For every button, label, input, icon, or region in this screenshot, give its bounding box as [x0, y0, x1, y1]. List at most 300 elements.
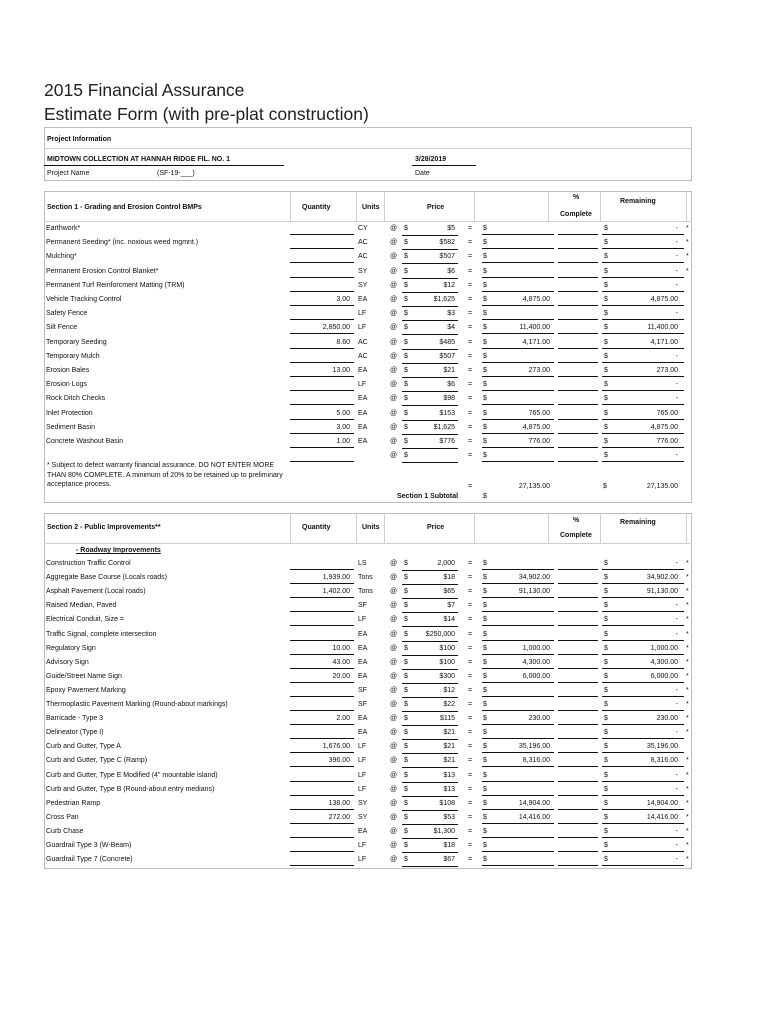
- equals-sign: =: [468, 338, 473, 346]
- remaining-value: 4,300.00: [650, 658, 678, 666]
- percent-complete-field[interactable]: [558, 809, 598, 810]
- equals-sign: =: [468, 672, 473, 680]
- remaining-underline: [602, 262, 684, 263]
- price-dollar: $: [404, 785, 408, 793]
- table-row: [44, 613, 692, 627]
- total-dollar: $: [483, 856, 487, 864]
- total-underline: [482, 696, 554, 697]
- percent-complete-field[interactable]: [558, 461, 598, 462]
- remaining-dollar: $: [604, 423, 608, 431]
- table-row: [44, 265, 692, 279]
- table-row: [44, 656, 692, 670]
- total-underline: [482, 738, 554, 739]
- total-underline: [482, 583, 554, 584]
- quantity-underline: [290, 248, 354, 249]
- percent-complete-field[interactable]: [558, 654, 598, 655]
- equals-sign: =: [468, 381, 473, 389]
- remaining-value: 1,000.00: [650, 644, 678, 652]
- item-description: Permanent Turf Reinforcment Matting (TRM): [46, 281, 185, 289]
- remaining-underline: [602, 291, 684, 292]
- price-dollar: $: [404, 686, 408, 694]
- remaining-dollar: $: [604, 281, 608, 289]
- section1-title: Section 1 - Grading and Erosion Control BMPs: [47, 204, 202, 211]
- line-total: 35,196.00: [518, 743, 550, 751]
- price-dollar: $: [404, 423, 408, 431]
- unit-value: EA: [358, 367, 368, 374]
- remaining-value: -: [675, 785, 678, 793]
- percent-complete-field[interactable]: [558, 795, 598, 796]
- total-underline: [482, 262, 554, 263]
- asterisk-marker: *: [686, 560, 689, 567]
- remaining-value: -: [675, 352, 678, 360]
- unit-value: EA: [358, 296, 368, 303]
- remaining-dollar: $: [604, 644, 608, 652]
- unit-value: SY: [358, 799, 368, 807]
- unit-price: $507: [439, 253, 455, 261]
- at-symbol: @: [390, 771, 398, 779]
- quantity-value[interactable]: 43.00: [332, 658, 350, 666]
- total-dollar: $: [483, 352, 487, 360]
- remaining-value: -: [675, 381, 678, 389]
- remaining-underline: [602, 419, 684, 420]
- item-description: Erosion Logs: [46, 381, 87, 389]
- percent-complete-field[interactable]: [558, 291, 598, 292]
- table-row: [44, 853, 692, 867]
- quantity-underline: [290, 362, 354, 363]
- quantity-underline: [290, 851, 354, 852]
- equals-sign: =: [468, 686, 473, 694]
- remaining-value: -: [675, 239, 678, 247]
- asterisk-marker: *: [686, 644, 689, 652]
- at-symbol: @: [390, 785, 398, 793]
- remaining-value: -: [675, 602, 678, 610]
- equals-sign: =: [468, 395, 473, 403]
- unit-price: $100: [439, 658, 455, 666]
- at-symbol: @: [390, 253, 398, 261]
- remaining-dollar: $: [604, 799, 608, 807]
- remaining-underline: [602, 668, 684, 669]
- remaining-dollar: $: [604, 602, 608, 610]
- remaining-underline: [602, 781, 684, 782]
- percent-complete-field[interactable]: [558, 390, 598, 391]
- table-row: [44, 684, 692, 698]
- total-dollar: $: [483, 267, 487, 275]
- equals-sign: =: [468, 281, 473, 289]
- asterisk-marker: *: [686, 588, 689, 596]
- remaining-value: 11,400.00: [647, 324, 678, 332]
- total-dollar: $: [483, 560, 487, 567]
- price-dollar: $: [404, 813, 408, 821]
- line-total: 4,171.00: [522, 338, 550, 346]
- total-dollar: $: [483, 338, 487, 346]
- table-row: [44, 740, 692, 754]
- remaining-underline: [602, 865, 684, 866]
- price-dollar: $: [404, 644, 408, 652]
- remaining-value: -: [675, 856, 678, 864]
- price-header: Price: [427, 204, 445, 211]
- unit-price: $100: [439, 644, 455, 652]
- at-symbol: @: [390, 827, 398, 835]
- percent-complete-field[interactable]: [558, 447, 598, 448]
- total-underline: [482, 710, 554, 711]
- item-description: Traffic Signal, complete intersection: [46, 630, 157, 638]
- percent-complete-field[interactable]: [558, 710, 598, 711]
- percent-complete-field[interactable]: [558, 404, 598, 405]
- table-row: [44, 726, 692, 740]
- percent-complete-field[interactable]: [558, 865, 598, 866]
- at-symbol: @: [390, 367, 398, 374]
- percent-complete-field[interactable]: [558, 682, 598, 683]
- percent-complete-field[interactable]: [558, 376, 598, 377]
- asterisk-marker: *: [686, 574, 689, 582]
- quantity-value[interactable]: 3.00: [336, 423, 350, 431]
- item-description: Rock Ditch Checks: [46, 395, 106, 403]
- item-description: Sediment Basin: [46, 423, 96, 431]
- unit-value: LF: [358, 842, 367, 849]
- remaining-dollar: $: [604, 588, 608, 596]
- remaining-dollar: $: [604, 616, 608, 624]
- remaining-value: 35,196.00: [646, 743, 678, 751]
- unit-value: AC: [358, 253, 368, 261]
- unit-value: LS: [358, 560, 367, 567]
- remaining-dollar: $: [604, 381, 608, 389]
- form-subtitle: Estimate Form (with pre-plat construction): [44, 104, 369, 124]
- equals-sign: =: [468, 310, 473, 318]
- quantity-underline: [290, 625, 354, 626]
- unit-price: $18: [443, 574, 455, 582]
- remaining-dollar: $: [604, 310, 608, 318]
- price-dollar: $: [404, 616, 408, 624]
- remaining-value: 4,171.00: [650, 338, 678, 346]
- quantity-value[interactable]: 272.00: [328, 813, 350, 821]
- remaining-underline: [602, 823, 684, 824]
- equals-sign: =: [468, 352, 473, 360]
- remaining-underline: [602, 248, 684, 249]
- percent-complete-field[interactable]: [558, 248, 598, 249]
- quantity-underline: [290, 583, 354, 584]
- price-dollar: $: [404, 672, 408, 680]
- quantity-underline: [290, 419, 354, 420]
- remaining-dollar: $: [604, 771, 608, 779]
- remaining-dollar: $: [604, 267, 608, 275]
- unit-price: $67: [443, 856, 455, 864]
- total-dollar: $: [483, 253, 487, 261]
- equals-sign: =: [468, 560, 473, 567]
- quantity-value[interactable]: 138.00: [328, 799, 350, 807]
- total-dollar: $: [483, 785, 487, 793]
- total-dollar: $: [483, 757, 487, 765]
- equals-sign: =: [468, 813, 473, 821]
- remaining-value: -: [675, 310, 678, 318]
- unit-price: $108: [439, 799, 455, 807]
- at-symbol: @: [390, 438, 398, 445]
- table-row: [44, 350, 692, 364]
- warranty-note: * Subject to defect warranty financial assurance. DO NOT ENTER MORE THAN 80% COMPLETE. A minimum of 20% to be retained up to preliminary acceptance process.: [47, 462, 283, 488]
- quantity-value[interactable]: 5.00: [336, 409, 350, 417]
- unit-value: LF: [358, 785, 367, 793]
- remaining-value: 4,875.00: [650, 296, 678, 303]
- asterisk-marker: *: [686, 253, 689, 261]
- percent-complete-field[interactable]: [558, 433, 598, 434]
- total-underline: [482, 362, 554, 363]
- unit-price: $21: [443, 743, 455, 751]
- unit-value: SY: [358, 281, 368, 289]
- at-symbol: @: [390, 310, 398, 318]
- price-dollar: $: [404, 560, 408, 567]
- percent-complete-field[interactable]: [558, 333, 598, 334]
- item-description: Safety Fence: [46, 310, 88, 318]
- at-symbol: @: [390, 574, 398, 582]
- section2-title: Section 2 - Public Improvements**: [47, 524, 161, 531]
- percent-complete-field[interactable]: [558, 668, 598, 669]
- unit-value: AC: [358, 239, 368, 247]
- item-description: Curb and Gutter, Type E Modified (4" mountable island): [46, 771, 218, 779]
- remaining-dollar: $: [604, 225, 608, 232]
- total-dollar: $: [483, 616, 487, 624]
- remaining-value: -: [675, 267, 678, 275]
- line-total: 1,000.00: [522, 644, 550, 652]
- equals-sign: =: [468, 785, 473, 793]
- quantity-underline: [290, 654, 354, 655]
- percent-complete-field[interactable]: [558, 319, 598, 320]
- quantity-value[interactable]: 8.60: [336, 338, 350, 346]
- price-dollar: $: [404, 799, 408, 807]
- quantity-value[interactable]: 1,402.00: [322, 588, 350, 596]
- unit-price: $1,300: [433, 827, 455, 835]
- total-underline: [482, 682, 554, 683]
- item-description: Aggregate Base Course (Locals roads): [46, 574, 168, 582]
- equals-sign: =: [468, 799, 473, 807]
- unit-value: EA: [358, 630, 368, 638]
- total-underline: [482, 752, 554, 753]
- total-dollar: $: [483, 842, 487, 849]
- unit-value: LF: [358, 757, 367, 765]
- at-symbol: @: [390, 799, 398, 807]
- total-underline: [482, 433, 554, 434]
- quantity-underline: [290, 823, 354, 824]
- quantity-value[interactable]: 2,850.00: [322, 324, 350, 332]
- quantity-underline: [290, 865, 354, 866]
- equals-sign: =: [468, 452, 473, 460]
- asterisk-marker: *: [686, 785, 689, 793]
- remaining-dollar: $: [604, 452, 608, 460]
- line-total: 4,875.00: [522, 423, 550, 431]
- line-total: 6,000.00: [522, 672, 550, 680]
- line-total: 8,316.00: [522, 757, 550, 765]
- total-underline: [482, 305, 554, 306]
- quantity-value[interactable]: 3.00: [336, 296, 350, 303]
- item-description: Advisory Sign: [46, 658, 89, 666]
- percent-complete-field[interactable]: [558, 277, 598, 278]
- at-symbol: @: [390, 452, 398, 460]
- remaining-value: -: [675, 560, 678, 567]
- unit-value: Tons: [358, 574, 373, 582]
- price-dollar: $: [404, 729, 408, 737]
- remaining-underline: [602, 461, 684, 462]
- item-description: Curb and Gutter, Type C (Ramp): [46, 757, 148, 765]
- percent-complete-field[interactable]: [558, 752, 598, 753]
- total-underline: [482, 291, 554, 292]
- unit-price: $6: [447, 381, 455, 389]
- total-underline: [482, 865, 554, 866]
- date-value[interactable]: 3/28/2019: [415, 156, 447, 163]
- remaining-underline: [602, 625, 684, 626]
- quantity-value[interactable]: 10.00: [332, 644, 350, 652]
- total-underline: [482, 390, 554, 391]
- unit-value: EA: [358, 438, 368, 445]
- project-name-value[interactable]: MIDTOWN COLLECTION AT HANNAH RIDGE FIL. NO. 1: [47, 156, 231, 163]
- asterisk-marker: *: [686, 602, 689, 610]
- remaining-dollar: $: [604, 239, 608, 247]
- line-total: 230.00: [528, 715, 550, 723]
- percent-complete-field[interactable]: [558, 348, 598, 349]
- asterisk-marker: *: [686, 701, 689, 708]
- form-title: 2015 Financial Assurance: [44, 80, 245, 100]
- percent-complete-field[interactable]: [558, 837, 598, 838]
- quantity-value[interactable]: 1,939.00: [322, 574, 350, 582]
- remaining-underline: [602, 738, 684, 739]
- unit-price: $300: [439, 672, 455, 680]
- item-description: Erosion Bales: [46, 367, 90, 374]
- unit-price: $21: [443, 367, 455, 374]
- table-row: [44, 628, 692, 642]
- percent-complete-field[interactable]: [558, 611, 598, 612]
- percent-complete-field[interactable]: [558, 262, 598, 263]
- at-symbol: @: [390, 267, 398, 275]
- total-dollar: $: [483, 395, 487, 403]
- quantity-value[interactable]: 20.00: [332, 672, 350, 680]
- unit-price: $98: [443, 395, 455, 403]
- unit-value: SF: [358, 701, 367, 708]
- unit-price: $3: [447, 310, 455, 318]
- percent-complete-field[interactable]: [558, 724, 598, 725]
- equals-sign: =: [468, 588, 473, 596]
- item-description: Barricade - Type 3: [46, 715, 104, 723]
- table-row: [44, 811, 692, 825]
- quantity-value[interactable]: 13.00: [332, 367, 350, 374]
- percent-complete-field[interactable]: [558, 569, 598, 570]
- quantity-underline: [290, 461, 354, 462]
- table-row: [44, 392, 692, 406]
- quantity-underline: [290, 319, 354, 320]
- quantity-underline: [290, 809, 354, 810]
- percent-complete-field[interactable]: [558, 362, 598, 363]
- remaining-underline: [602, 724, 684, 725]
- total-underline: [482, 611, 554, 612]
- remaining-value: 14,904.00: [646, 799, 678, 807]
- percent-complete-field[interactable]: [558, 738, 598, 739]
- percent-complete-field[interactable]: [558, 419, 598, 420]
- at-symbol: @: [390, 338, 398, 346]
- unit-price: $250,000: [425, 630, 455, 638]
- units-header: Units: [362, 204, 380, 211]
- at-symbol: @: [390, 743, 398, 751]
- remaining-dollar: $: [604, 438, 608, 445]
- total-dollar: $: [483, 239, 487, 247]
- quantity-underline: [290, 668, 354, 669]
- percent-complete-field[interactable]: [558, 851, 598, 852]
- total-dollar: $: [483, 658, 487, 666]
- asterisk-marker: *: [686, 757, 689, 765]
- remaining-value: -: [675, 281, 678, 289]
- percent-complete-field[interactable]: [558, 640, 598, 641]
- quantity-value[interactable]: 1,676.00: [322, 743, 350, 751]
- remaining-value: -: [675, 729, 678, 737]
- total-underline: [482, 461, 554, 462]
- total-dollar: $: [483, 729, 487, 737]
- quantity-value[interactable]: 396.00: [328, 757, 350, 765]
- project-name-label: Project Name: [47, 170, 90, 177]
- table-row: [44, 435, 692, 449]
- at-symbol: @: [390, 225, 398, 232]
- price-dollar: $: [404, 658, 408, 666]
- table-row: [44, 825, 692, 839]
- unit-price: $4: [447, 324, 455, 332]
- remaining-underline: [602, 433, 684, 434]
- quantity-underline: [290, 291, 354, 292]
- price-underline: [402, 866, 458, 867]
- percent-complete-field[interactable]: [558, 625, 598, 626]
- remaining-dollar: $: [604, 729, 608, 737]
- remaining-value: -: [675, 701, 678, 708]
- total-underline: [482, 597, 554, 598]
- price-dollar: $: [404, 352, 408, 360]
- line-total: 14,416.00: [518, 813, 550, 821]
- remaining-value: 6,000.00: [650, 672, 678, 680]
- table-row: [44, 250, 692, 264]
- subtotal-dollar: $: [483, 493, 487, 500]
- item-description: Guardrail Type 7 (Concrete): [46, 856, 133, 864]
- percent-complete-field[interactable]: [558, 583, 598, 584]
- remaining-dollar: $: [604, 296, 608, 303]
- asterisk-marker: *: [686, 672, 689, 680]
- unit-price: $115: [439, 715, 455, 723]
- quantity-value[interactable]: 2.00: [336, 715, 350, 723]
- percent-complete-field[interactable]: [558, 696, 598, 697]
- percent-complete-field[interactable]: [558, 234, 598, 235]
- remaining-underline: [602, 447, 684, 448]
- total-dollar: $: [483, 630, 487, 638]
- line-total: 4,875.00: [522, 296, 550, 303]
- remaining-underline: [602, 376, 684, 377]
- equals-sign: =: [468, 438, 473, 445]
- equals-sign: =: [468, 743, 473, 751]
- unit-price: $21: [443, 757, 455, 765]
- table-row: [44, 557, 692, 571]
- at-symbol: @: [390, 672, 398, 680]
- item-description: Guardrail Type 3 (W-Beam): [46, 842, 132, 849]
- remaining-dollar: $: [604, 324, 608, 332]
- percent-complete-field[interactable]: [558, 597, 598, 598]
- asterisk-marker: *: [686, 813, 689, 821]
- percent-complete-field[interactable]: [558, 781, 598, 782]
- price-dollar: $: [404, 409, 408, 417]
- table-row: [44, 585, 692, 599]
- unit-value: SY: [358, 813, 368, 821]
- percent-complete-field[interactable]: [558, 766, 598, 767]
- percent-complete-field[interactable]: [558, 823, 598, 824]
- item-description: Delineator (Type I): [46, 729, 104, 737]
- table-row: [44, 754, 692, 768]
- price-dollar: $: [404, 296, 408, 303]
- percent-complete-field[interactable]: [558, 305, 598, 306]
- price-dollar: $: [404, 771, 408, 779]
- quantity-value[interactable]: 1.00: [336, 438, 350, 445]
- total-underline: [482, 319, 554, 320]
- remaining-value: -: [675, 842, 678, 849]
- unit-price: $13: [443, 785, 455, 793]
- price-dollar: $: [404, 630, 408, 638]
